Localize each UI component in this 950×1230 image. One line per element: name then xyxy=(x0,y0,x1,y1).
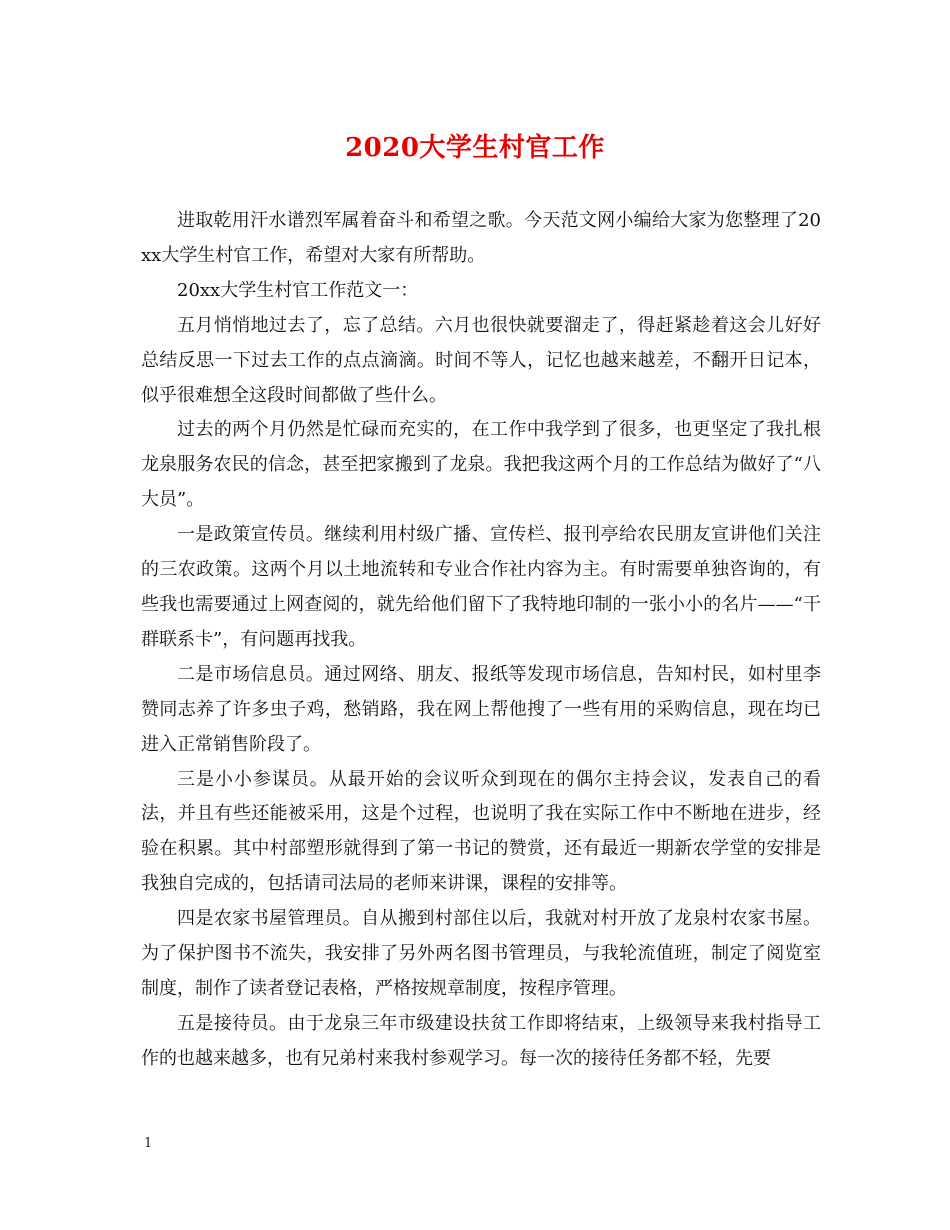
paragraph-two-months: 过去的两个月仍然是忙碌而充实的，在工作中我学到了很多，也更坚定了我扎根龙泉服务农民的信念，甚至把家搬到了龙泉。我把我这两个月的工作总结为做好了“八大员”。 xyxy=(141,419,821,511)
paragraph-receptionist: 五是接待员。由于龙泉三年市级建设扶贫工作即将结束，上级领导来我村指导工作的也越来越多，也有兄弟村来我村参观学习。每一次的接待任务都不轻，先要 xyxy=(141,1012,821,1069)
paragraph-policy-publicist: 一是政策宣传员。继续利用村级广播、宣传栏、报刊亭给农民朋友宣讲他们关注的三农政策。这两个月以土地流转和专业合作社内容为主。有时需要单独咨询的，有些我也需要通过上网查阅的，就先给他们留下了我特地印制的一张小小的名片——“干群联系卡”，有问题再找我。 xyxy=(141,524,821,650)
document-body xyxy=(141,204,821,1077)
paragraph-market-informer: 二是市场信息员。通过网络、朋友、报纸等发现市场信息，告知村民，如村里李赞同志养了许多虫子鸡，愁销路，我在网上帮他搜了一些有用的采购信息，现在均已进入正常销售阶段了。 xyxy=(141,663,821,755)
paragraph-library-manager: 四是农家书屋管理员。自从搬到村部住以后，我就对村开放了龙泉村农家书屋。为了保护图书不流失，我安排了另外两名图书管理员，与我轮流值班，制定了阅览室制度，制作了读者登记表格，严格按规章制度，按程序管理。 xyxy=(141,908,821,999)
document-title: 2020大学生村官工作 xyxy=(345,133,605,163)
paragraph-may-summary: 五月悄悄地过去了，忘了总结。六月也很快就要溜走了，得赶紧趁着这会儿好好总结反思一下过去工作的点点滴滴。时间不等人，记忆也越来越差，不翻开日记本，似乎很难想全这段时间都做了些什么。 xyxy=(141,314,821,406)
paragraph-advisor: 三是小小参谋员。从最开始的会议听众到现在的偶尔主持会议，发表自己的看法，并且有些还能被采用，这是个过程，也说明了我在实际工作中不断地在进步，经验在积累。其中村部塑形就得到了第一书记的赞赏，还有最近一期新农学堂的安排是我独自完成的，包括请司法局的老师来讲课，课程的安排等。 xyxy=(141,768,821,895)
page-number: 1 xyxy=(144,1136,153,1151)
paragraph-intro: 进取乾用汗水谱烈军属着奋斗和希望之歌。今天范文网小编给大家为您整理了20xx大学生村官工作，希望对大家有所帮助。 xyxy=(141,210,821,266)
paragraph-section-heading: 20xx大学生村官工作范文一： xyxy=(177,279,419,301)
